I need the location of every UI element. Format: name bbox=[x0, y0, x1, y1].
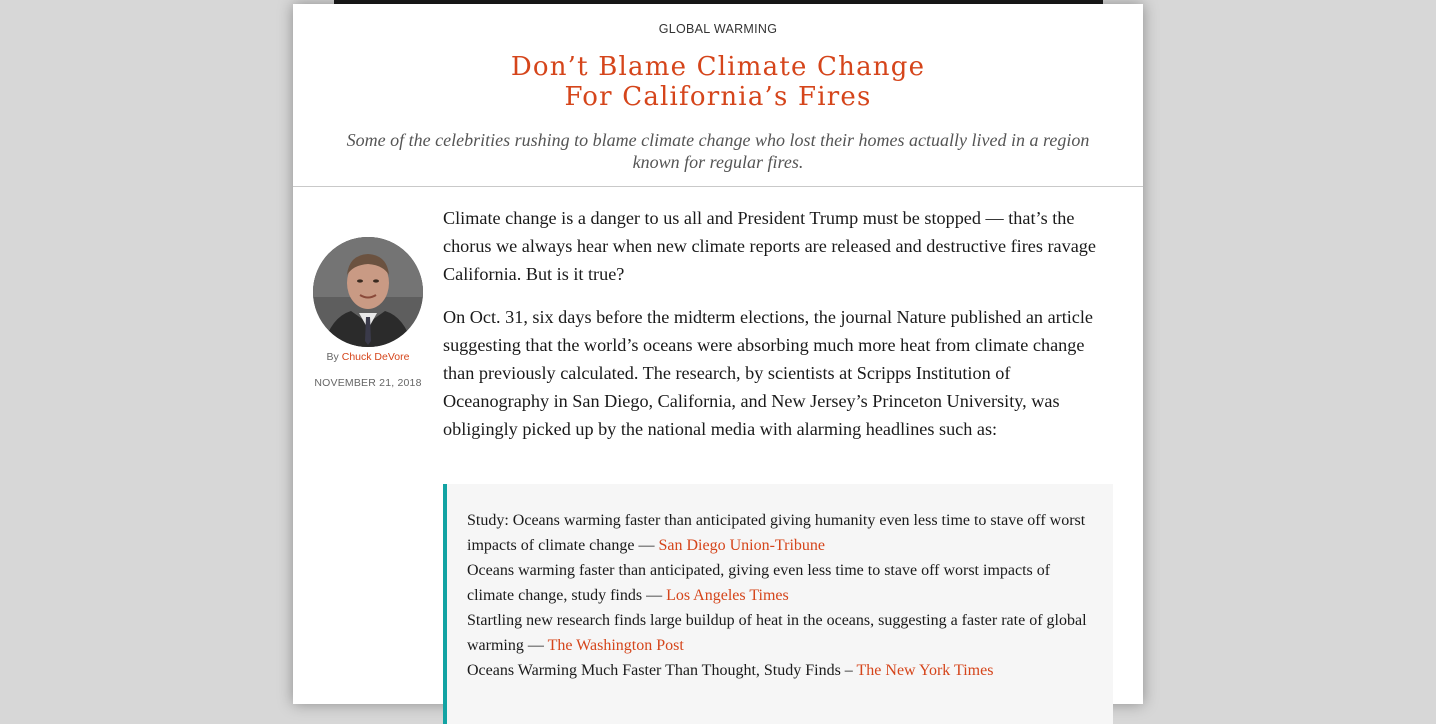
author-avatar[interactable] bbox=[313, 237, 423, 347]
headline-item bbox=[467, 608, 1093, 658]
article-subtitle: Some of the celebrities rushing to blame climate change who lost their homes actually lived in a region known for regular fires. bbox=[346, 130, 1090, 172]
source-link[interactable]: Los Angeles Times bbox=[666, 587, 789, 604]
byline bbox=[293, 351, 443, 363]
headline-text: Study: Oceans warming faster than anticipated giving humanity even less time to stave off worst impacts of climate change — bbox=[467, 512, 1086, 554]
byline-prefix: By bbox=[326, 351, 339, 363]
article-body bbox=[443, 204, 1113, 458]
source-link[interactable]: The Washington Post bbox=[547, 637, 684, 654]
paragraph-2: On Oct. 31, six days before the midterm elections, the journal Nature published an article suggesting that the world’s oceans were absorbing much more heat from climate change than previously calculated. The research, by scientists at Scripps Institution of Oceanography in San Diego, California, and New Jersey’s Princeton University, was obligingly picked up by the national media with alarming headlines such as: bbox=[443, 307, 1094, 439]
paragraph-1: Climate change is a danger to us all and President Trump must be stopped — that’s the chorus we always hear when new climate reports are released and destructive fires ravage California. But is it true? bbox=[443, 208, 1096, 284]
headline-item bbox=[467, 658, 1093, 683]
title-line-2: For California’s Fires bbox=[564, 82, 872, 112]
headline-item bbox=[467, 558, 1093, 608]
article-title bbox=[293, 52, 1143, 112]
headline-text: Startling new research finds large buildup of heat in the oceans, suggesting a faster rate of global warming — bbox=[467, 612, 1087, 654]
headline-item bbox=[467, 508, 1093, 558]
source-link[interactable]: The New York Times bbox=[856, 662, 994, 679]
title-line-1: Don’t Blame Climate Change bbox=[510, 52, 926, 82]
author-link[interactable]: Chuck DeVore bbox=[341, 351, 410, 363]
headline-text: Oceans Warming Much Faster Than Thought, Study Finds – bbox=[467, 662, 853, 679]
article-card bbox=[293, 4, 1143, 704]
header-divider bbox=[293, 186, 1143, 187]
headlines-blockquote bbox=[443, 484, 1113, 724]
headline-text: Oceans warming faster than anticipated, giving even less time to stave off worst impacts of climate change, study finds — bbox=[467, 562, 1051, 604]
category-label[interactable]: GLOBAL WARMING bbox=[658, 22, 778, 36]
author-photo-icon bbox=[313, 237, 423, 347]
publish-date: NOVEMBER 21, 2018 bbox=[314, 377, 422, 389]
source-link[interactable]: San Diego Union-Tribune bbox=[658, 537, 825, 554]
